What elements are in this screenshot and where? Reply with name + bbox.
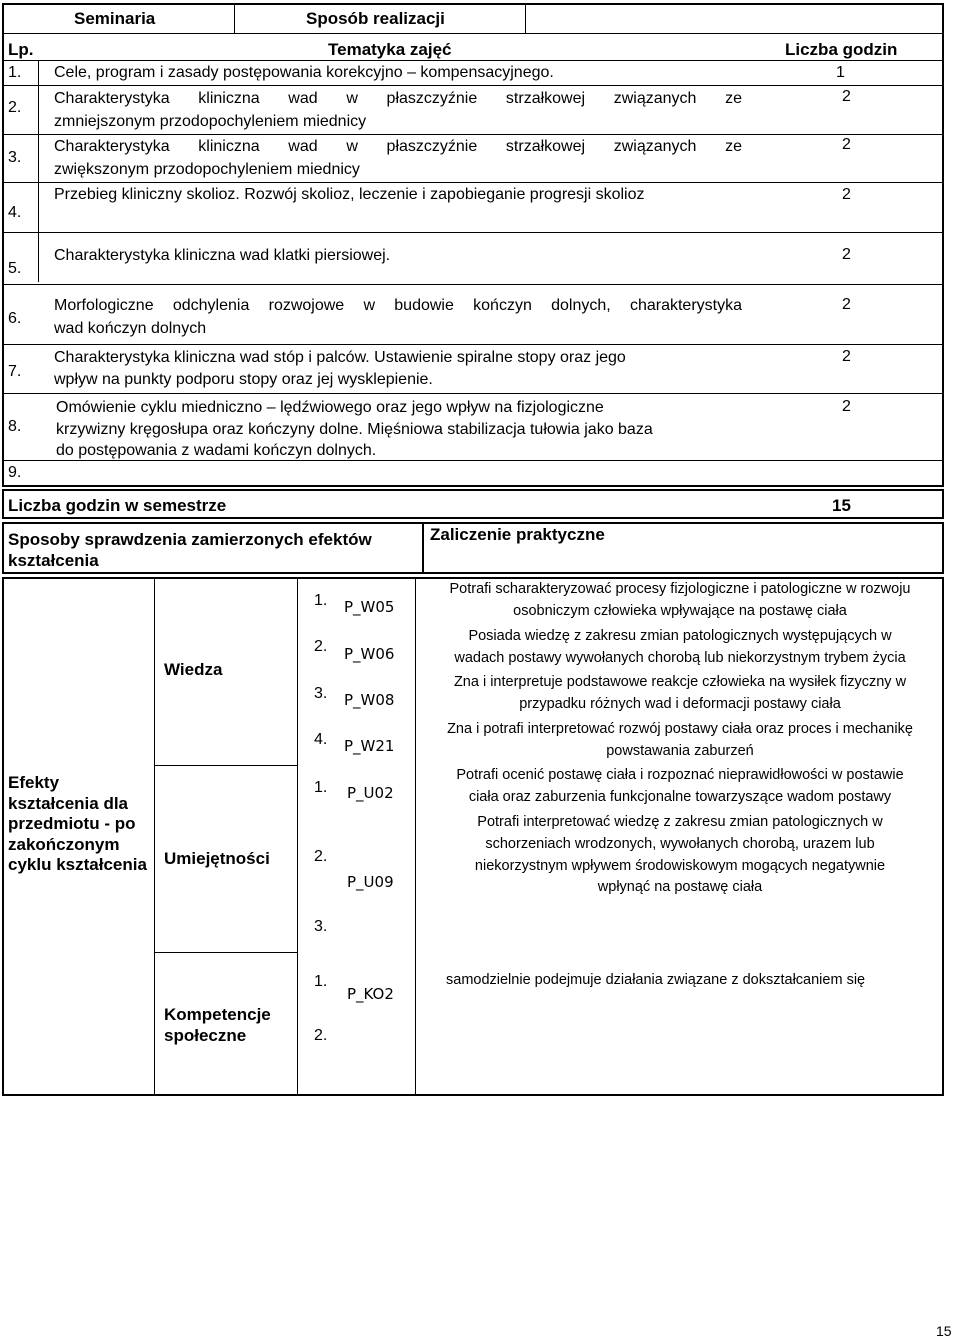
outcome-code: P_KO2 bbox=[347, 985, 394, 1003]
outcome-desc: Potrafi interpretować wiedzę z zakresu zmian patologicznych w bbox=[477, 814, 883, 830]
topic-text: Charakterystyka kliniczna wad w płaszczyźnie strzałkowej związanych ze bbox=[54, 138, 742, 155]
topic-text-2: wad kończyn dolnych bbox=[54, 320, 207, 337]
outcomes-title: Efekty kształcenia dla przedmiotu - po zakończonym cyklu kształcenia bbox=[8, 773, 147, 874]
outcome-desc-2: wadach postawy wywołanych chorobą lub niekorzystnym trybem życia bbox=[454, 650, 906, 666]
topic-text-2: krzywizny kręgosłupa oraz kończyny dolne. Mięśniowa stabilizacja tułowia jako baza bbox=[56, 421, 653, 438]
outcome-no: 3. bbox=[314, 685, 328, 702]
verification-value: Zaliczenie praktyczne bbox=[430, 525, 605, 544]
outcome-desc-2: powstawania zaburzeń bbox=[606, 743, 754, 759]
outcome-desc-2: przypadku różnych wad i deformacji postawy ciała bbox=[519, 696, 841, 712]
topic-text: Charakterystyka kliniczna wad w płaszczyźnie strzałkowej związanych ze bbox=[54, 90, 742, 107]
topic-hours: 2 bbox=[842, 398, 851, 415]
outcome-no: 2. bbox=[314, 1027, 328, 1044]
topic-text-2: zmniejszonym przodopochyleniem miednicy bbox=[54, 113, 367, 130]
outcome-code: P_U02 bbox=[347, 784, 394, 802]
topic-hours: 2 bbox=[842, 348, 851, 365]
verification-label: Sposoby sprawdzenia zamierzonych efektów kształcenia bbox=[8, 530, 372, 570]
topic-hours: 2 bbox=[842, 246, 851, 263]
outcome-desc-4: wpłynąć na postawę ciała bbox=[597, 879, 763, 895]
outcome-desc: Potrafi ocenić postawę ciała i rozpoznać nieprawidłowości w postawie bbox=[456, 767, 904, 783]
outcome-desc-2: osobniczym człowieka wpływające na postawę ciała bbox=[513, 603, 847, 619]
topic-text: Charakterystyka kliniczna wad stóp i palców. Ustawienie spiralne stopy oraz jego bbox=[54, 349, 626, 366]
topic-no: 2. bbox=[8, 99, 22, 116]
topic-no: 4. bbox=[8, 204, 22, 221]
outcome-no: 1. bbox=[314, 973, 328, 990]
topic-hours: 2 bbox=[842, 88, 851, 105]
outcome-desc: Potrafi scharakteryzować procesy fizjologiczne i patologiczne w rozwoju bbox=[449, 581, 911, 597]
skills-category: Umiejętności bbox=[164, 849, 270, 868]
outcome-no: 4. bbox=[314, 731, 328, 748]
topic-hours: 2 bbox=[842, 136, 851, 153]
topic-no: 9. bbox=[8, 464, 22, 481]
topic-hours: 2 bbox=[842, 296, 851, 313]
outcome-desc: Posiada wiedzę z zakresu zmian patologicznych występujących w bbox=[468, 628, 892, 644]
social-category: Kompetencje społeczne bbox=[164, 1005, 271, 1045]
outcome-desc: samodzielnie podejmuje działania związane z dokształcaniem się bbox=[446, 972, 866, 988]
outcome-desc-3: niekorzystnym wpływem środowiskowym mogących negatywnie bbox=[474, 858, 886, 874]
page-number: 15 bbox=[936, 1323, 952, 1339]
outcome-code: P_W05 bbox=[344, 598, 395, 616]
outcome-code: P_W21 bbox=[344, 737, 395, 755]
topic-text: Omówienie cyklu miedniczno – lędźwiowego oraz jego wpływ na fizjologiczne bbox=[56, 399, 604, 416]
outcome-code: P_U09 bbox=[347, 873, 394, 891]
outcome-code: P_W06 bbox=[344, 645, 395, 663]
topic-text: Charakterystyka kliniczna wad klatki piersiowej. bbox=[54, 247, 391, 264]
topic-no: 3. bbox=[8, 149, 22, 166]
topic-no: 7. bbox=[8, 363, 22, 380]
outcome-no: 2. bbox=[314, 848, 328, 865]
topic-hours: 1 bbox=[836, 64, 845, 81]
topic-text-3: do postępowania z wadami kończyn dolnych. bbox=[56, 442, 377, 459]
semester-hours-label: Liczba godzin w semestrze bbox=[8, 496, 227, 515]
topic-hours: 2 bbox=[842, 186, 851, 203]
outcome-no: 1. bbox=[314, 779, 328, 796]
topic-no: 6. bbox=[8, 310, 22, 327]
topic-text: Przebieg kliniczny skolioz. Rozwój skolioz, leczenie i zapobieganie progresji skolioz bbox=[54, 186, 645, 203]
lp-header: Lp. bbox=[8, 40, 34, 59]
method-label: Sposób realizacji bbox=[306, 9, 445, 28]
topic-header: Tematyka zajęć bbox=[328, 40, 452, 59]
hours-header: Liczba godzin bbox=[785, 40, 898, 59]
outcome-desc-2: ciała oraz zaburzenia funkcjonalne towarzyszące wadom postawy bbox=[468, 789, 892, 805]
semester-hours-value: 15 bbox=[832, 496, 851, 515]
topic-no: 5. bbox=[8, 260, 22, 277]
topic-text-2: zwiększonym przodopochyleniem miednicy bbox=[54, 161, 360, 178]
outcome-no: 3. bbox=[314, 918, 328, 935]
form-label: Seminaria bbox=[74, 9, 156, 28]
topic-no: 8. bbox=[8, 418, 22, 435]
topic-text: Cele, program i zasady postępowania korekcyjno – kompensacyjnego. bbox=[54, 64, 554, 81]
outcome-desc-2: schorzeniach wrodzonych, wywołanych chorobą, urazem lub bbox=[485, 836, 875, 852]
topic-text: Morfologiczne odchylenia rozwojowe w budowie kończyn dolnych, charakterystyka bbox=[54, 297, 742, 314]
outcome-code: P_W08 bbox=[344, 691, 395, 709]
outcome-no: 2. bbox=[314, 638, 328, 655]
outcome-desc: Zna i interpretuje podstawowe reakcje człowieka na wysiłek fizyczny w bbox=[453, 674, 907, 690]
outcome-desc: Zna i potrafi interpretować rozwój postawy ciała oraz proces i mechanikę bbox=[447, 721, 913, 737]
topic-text-2: wpływ na punkty podporu stopy oraz jej wysklepienie. bbox=[54, 371, 433, 388]
knowledge-category: Wiedza bbox=[164, 660, 223, 679]
topic-no: 1. bbox=[8, 64, 22, 81]
outcome-no: 1. bbox=[314, 592, 328, 609]
